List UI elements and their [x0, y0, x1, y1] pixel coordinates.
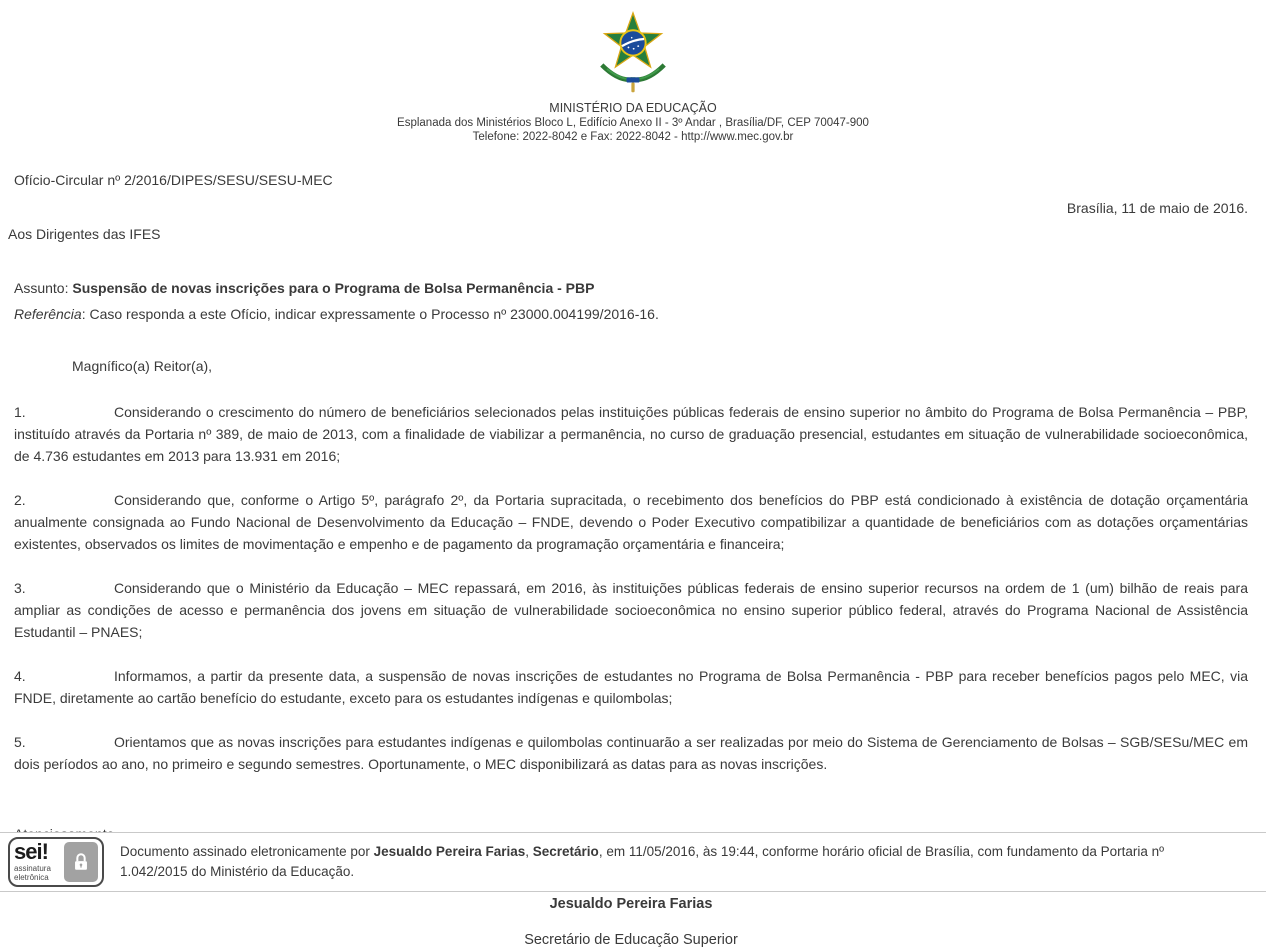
paragraph-1 — [14, 401, 1248, 467]
sei-subtitle — [14, 865, 61, 882]
paragraph-number: 4. — [14, 668, 26, 684]
paragraph-text: Considerando que o Ministério da Educação – MEC repassará, em 2016, às instituições públicas federais de ensino superior recursos na ordem de 1 (um) bilhão de reais para ampliar as condições de acesso e permanência dos jovens em situação de vulnerabilidade socioeconômica no ensino superior público federal, através do Programa Nacional de Assistência Estudantil – PNAES; — [14, 580, 1248, 640]
signature-statement — [120, 842, 1256, 882]
coat-of-arms-icon — [0, 8, 1266, 96]
letterhead — [0, 0, 1266, 143]
paragraph-number: 5. — [14, 734, 26, 750]
ministry-contact: Telefone: 2022-8042 e Fax: 2022-8042 - http://www.mec.gov.br — [472, 131, 794, 143]
reference-label: Referência — [14, 306, 82, 322]
signature-footer — [0, 832, 1266, 892]
subject-line — [14, 277, 1248, 299]
reference-text: : Caso responda a este Ofício, indicar expressamente o Processo nº 23000.004199/2016-16. — [81, 306, 659, 322]
signer-role: Secretário — [532, 844, 599, 859]
paragraph-text: Orientamos que as novas inscrições para estudantes indígenas e quilombolas continuarão a ser realizadas por meio do Sistema de Gerenciamento de Bolsas – SGB/SESu/MEC em dois períodos ao ano, no primeiro e segundo semestres. Oportunamente, o MEC disponibilizará as datas para as novas inscrições. — [14, 734, 1248, 772]
paragraph-3 — [14, 577, 1248, 643]
document-number: Ofício-Circular nº 2/2016/DIPES/SESU/SESU-MEC — [14, 172, 333, 188]
paragraph-number: 3. — [14, 580, 26, 596]
paragraph-text: Considerando o crescimento do número de beneficiários selecionados pelas instituições públicas federais de ensino superior no âmbito do Programa de Bolsa Permanência – PBP, instituído através da Portaria nº 389, de maio de 2013, com a finalidade de viabilizar a permanência, no curso de graduação presencial, estudantes em situação de vulnerabilidade socioeconômica, de 4.736 estudantes em 2013 para 13.931 em 2016; — [14, 404, 1248, 464]
sei-wordmark: sei! — [14, 839, 48, 864]
salutation: Magnífico(a) Reitor(a), — [72, 358, 213, 374]
paragraph-text: Informamos, a partir da presente data, a suspensão de novas inscrições de estudantes no Programa de Bolsa Permanência - PBP para receber benefícios pagos pelo MEC, via FNDE, diretamente ao cartão benefício do estudante, exceto para os estudantes indígenas e quilombolas; — [14, 668, 1248, 706]
paragraph-5 — [14, 731, 1248, 775]
subject-label: Assunto: — [14, 280, 73, 296]
ministry-address: Esplanada dos Ministérios Bloco L, Edifício Anexo II - 3º Andar , Brasília/DF, CEP 70047-900 — [397, 117, 869, 129]
paragraph-number: 2. — [14, 492, 26, 508]
statement-part1: Documento assinado eletronicamente por — [120, 844, 374, 859]
addressee: Aos Dirigentes das IFES — [8, 226, 161, 242]
ministry-name: MINISTÉRIO DA EDUCAÇÃO — [549, 101, 717, 115]
sei-subtitle-line2: eletrônica — [14, 872, 49, 882]
subject-text: Suspensão de novas inscrições para o Programa de Bolsa Permanência - PBP — [72, 280, 595, 296]
sei-logo — [8, 837, 104, 887]
signature-name: Jesualdo Pereira Farias — [549, 896, 713, 912]
signature-role: Secretário de Educação Superior — [524, 932, 738, 948]
sei-subtitle-line1: assinatura — [14, 864, 51, 873]
sei-wordmark-block — [14, 839, 61, 882]
paragraph-text: Considerando que, conforme o Artigo 5º, parágrafo 2º, da Portaria supracitada, o recebimento dos benefícios do PBP está condicionado à existência de dotação orçamentária anualmente consignada ao Fundo Nacional de Desenvolvimento da Educação – FNDE, devendo o Poder Executivo compatibilizar a quantidade de beneficiários com as dotações orçamentárias existentes, observados os limites de movimentação e empenho e de pagamento da programação orçamentária e financeira; — [14, 492, 1248, 552]
statement-part3: , em 11/05/2016, às 19:44, conforme horário oficial de Brasília, com fundamento da Portaria nº 1.042/2015 do Ministério da Educação. — [120, 844, 1165, 879]
lock-icon — [64, 842, 98, 882]
date-line: Brasília, 11 de maio de 2016. — [1066, 200, 1248, 216]
paragraph-4 — [14, 665, 1248, 709]
statement-part2: , — [525, 844, 533, 859]
paragraph-2 — [14, 489, 1248, 555]
reference-line — [14, 303, 1248, 325]
paragraph-number: 1. — [14, 404, 26, 420]
signer-name: Jesualdo Pereira Farias — [373, 844, 526, 859]
